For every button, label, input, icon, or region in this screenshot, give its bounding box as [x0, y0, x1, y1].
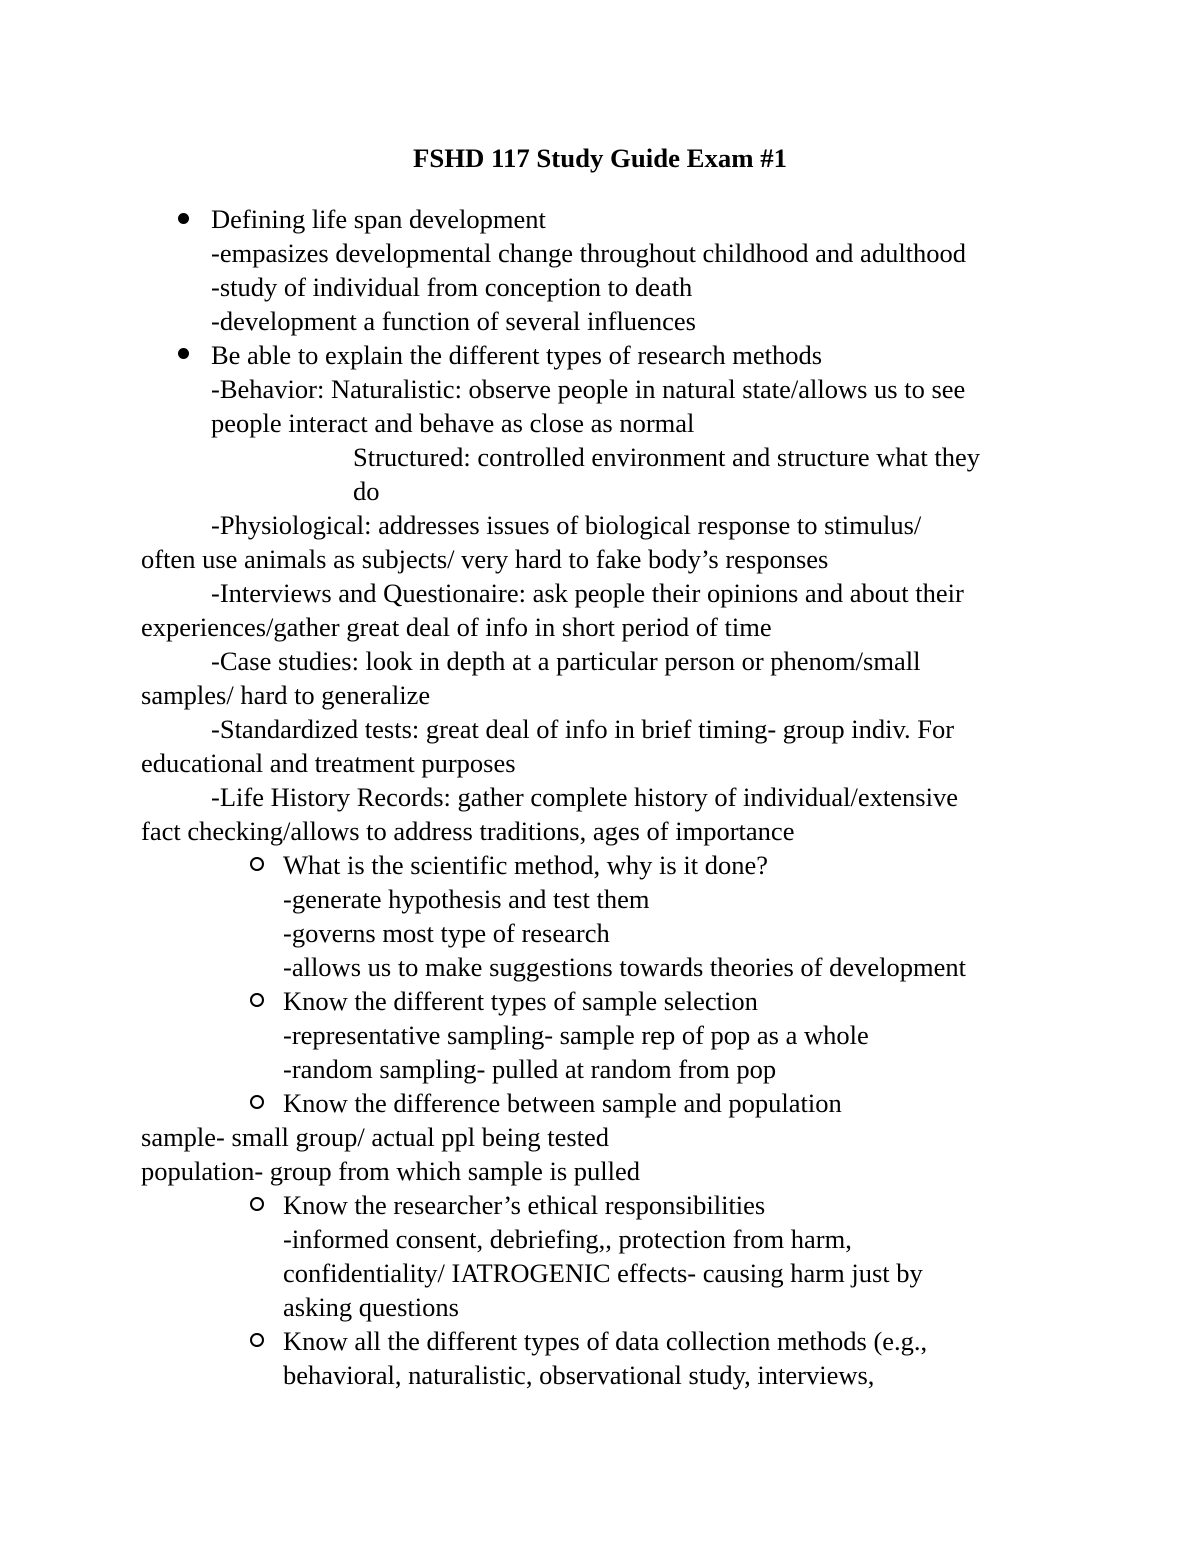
text-line: -study of individual from conception to death — [211, 272, 693, 302]
sub-bullet-heading: What is the scientific method, why is it done? — [283, 850, 768, 880]
text-line: Structured: controlled environment and structure what they — [353, 442, 980, 472]
text-line: -development a function of several influences — [211, 306, 696, 336]
text-line: -empasizes developmental change throughout childhood and adulthood — [211, 238, 967, 268]
bullet-circle-icon — [250, 1333, 264, 1347]
bullet-heading: Defining life span development — [211, 204, 546, 234]
bullet-circle-icon — [250, 993, 264, 1007]
text-line: -governs most type of research — [283, 918, 610, 948]
sub-bullet-heading: Know the difference between sample and population — [283, 1088, 842, 1118]
text-line: -Standardized tests: great deal of info in brief timing- group indiv. For — [211, 714, 955, 744]
sub-bullet-heading: Know the different types of sample selection — [283, 986, 758, 1016]
text-line: -Life History Records: gather complete history of individual/extensive — [211, 782, 958, 812]
text-line: asking questions — [283, 1292, 459, 1322]
text-line: -random sampling- pulled at random from pop — [283, 1054, 777, 1084]
text-line: fact checking/allows to address traditions, ages of importance — [141, 816, 795, 846]
text-line: samples/ hard to generalize — [141, 680, 431, 710]
text-line: sample- small group/ actual ppl being tested — [141, 1122, 610, 1152]
text-line: often use animals as subjects/ very hard to fake body’s responses — [141, 544, 829, 574]
sub-bullet-heading: Know the researcher’s ethical responsibilities — [283, 1190, 766, 1220]
text-line: people interact and behave as close as normal — [211, 408, 695, 438]
text-line: population- group from which sample is pulled — [141, 1156, 640, 1186]
bullet-dot-icon — [178, 213, 189, 224]
text-line: -Physiological: addresses issues of biological response to stimulus/ — [211, 510, 922, 540]
bullet-circle-icon — [250, 857, 264, 871]
text-line: -representative sampling- sample rep of pop as a whole — [283, 1020, 869, 1050]
text-line: -Interviews and Questionaire: ask people their opinions and about their — [211, 578, 964, 608]
bullet-circle-icon — [250, 1197, 264, 1211]
text-line: -informed consent, debriefing,, protection from harm, — [283, 1224, 852, 1254]
text-line: behavioral, naturalistic, observational study, interviews, — [283, 1360, 875, 1390]
bullet-heading: Be able to explain the different types of research methods — [211, 340, 823, 370]
bullet-dot-icon — [178, 348, 189, 359]
text-line: experiences/gather great deal of info in short period of time — [141, 612, 772, 642]
text-line: educational and treatment purposes — [141, 748, 516, 778]
text-line: -generate hypothesis and test them — [283, 884, 650, 914]
text-line: -Behavior: Naturalistic: observe people in natural state/allows us to see — [211, 374, 966, 404]
bullet-circle-icon — [250, 1095, 264, 1109]
sub-bullet-heading: Know all the different types of data collection methods (e.g., — [283, 1326, 928, 1356]
text-line: confidentiality/ IATROGENIC effects- causing harm just by — [283, 1258, 923, 1288]
text-line: do — [353, 476, 380, 506]
document-title: FSHD 117 Study Guide Exam #1 — [412, 143, 788, 173]
text-line: -allows us to make suggestions towards theories of development — [283, 952, 966, 982]
text-line: -Case studies: look in depth at a particular person or phenom/small — [211, 646, 921, 676]
